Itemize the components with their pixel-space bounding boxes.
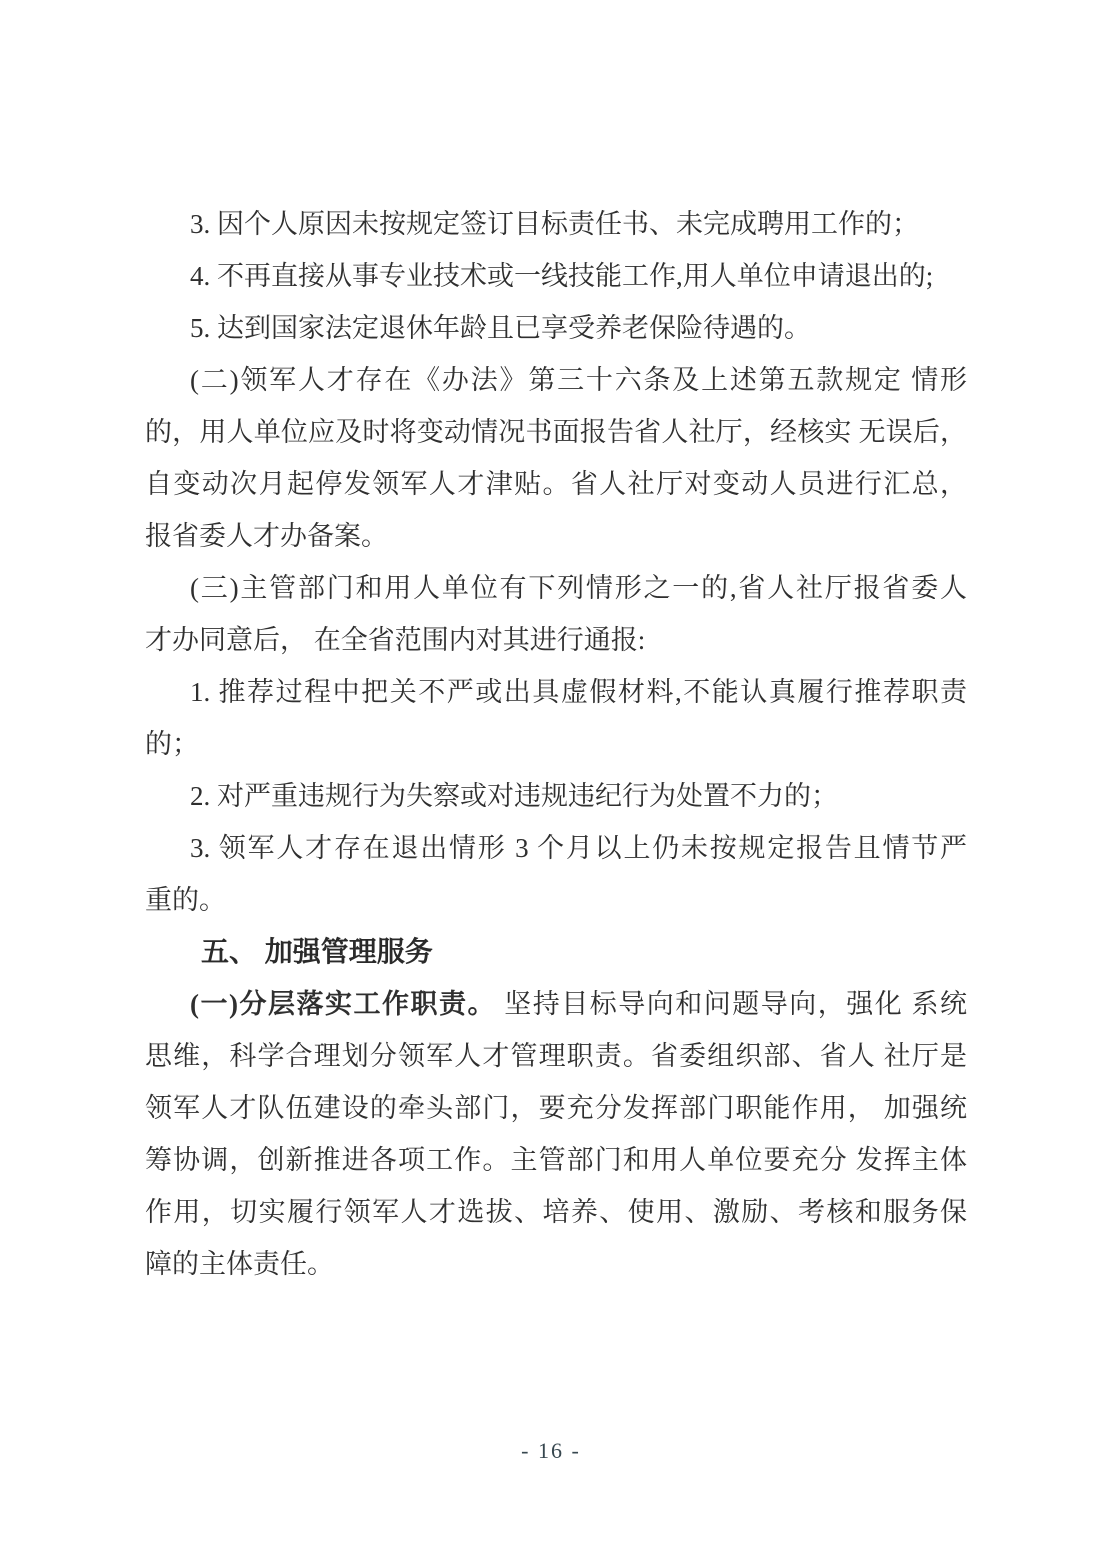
paragraph-2-line-2: 的，用人单位应及时将变动情况书面报告省人社厅，经核实 无误后， — [145, 417, 967, 447]
paragraph-1-line-3: 领军人才队伍建设的牵头部门，要充分发挥部门职能作用， 加强统 — [145, 1093, 967, 1123]
document-body — [145, 198, 967, 1290]
sub-item-2: 2. 对严重违规行为失察或对违规违纪行为处置不力的； — [190, 781, 838, 811]
sub-item-3-line-2: 重的。 — [145, 885, 226, 915]
paragraph-1-line-4: 筹协调，创新推进各项工作。主管部门和用人单位要充分 发挥主体 — [145, 1145, 967, 1175]
paragraph-1-line-1 — [145, 978, 967, 1030]
paragraph-3-line-1: (三)主管部门和用人单位有下列情形之一的,省人社厅报省委人 — [190, 573, 967, 603]
paragraph-1-lead-rest: 坚持目标导向和问题导向，强化 系统 — [496, 989, 967, 1019]
paragraph-2-line-1: (二)领军人才存在《办法》第三十六条及上述第五款规定 情形 — [190, 365, 967, 395]
paragraph-1-line-2: 思维，科学合理划分领军人才管理职责。省委组织部、省人 社厅是 — [145, 1041, 967, 1071]
sub-item-3-line-1: 3. 领军人才存在退出情形 3 个月以上仍未按规定报告且情节严 — [190, 833, 967, 863]
paragraph-1-line-5: 作用，切实履行领军人才选拔、培养、使用、激励、考核和服务保 — [145, 1197, 967, 1227]
paragraph-3-line-2: 才办同意后， 在全省范围内对其进行通报: — [145, 625, 646, 655]
list-item-5: 5. 达到国家法定退休年龄且已享受养老保险待遇的。 — [190, 313, 811, 343]
paragraph-1-bold-lead: (一)分层落实工作职责。 — [190, 989, 496, 1019]
sub-item-1-line-2: 的； — [145, 729, 199, 759]
paragraph-1-line-6: 障的主体责任。 — [145, 1249, 334, 1279]
page-number: - 16 - — [521, 1438, 581, 1463]
section-5-heading: 五、 加强管理服务 — [201, 936, 433, 967]
list-item-3: 3. 因个人原因未按规定签订目标责任书、未完成聘用工作的； — [190, 209, 919, 239]
list-item-4: 4. 不再直接从事专业技术或一线技能工作,用人单位申请退出的; — [190, 261, 934, 291]
sub-item-1-line-1: 1. 推荐过程中把关不严或出具虚假材料,不能认真履行推荐职责 — [190, 677, 967, 707]
paragraph-2-line-3: 自变动次月起停发领军人才津贴。省人社厅对变动人员进行汇总， — [145, 469, 967, 499]
paragraph-2-line-4: 报省委人才办备案。 — [145, 521, 388, 551]
